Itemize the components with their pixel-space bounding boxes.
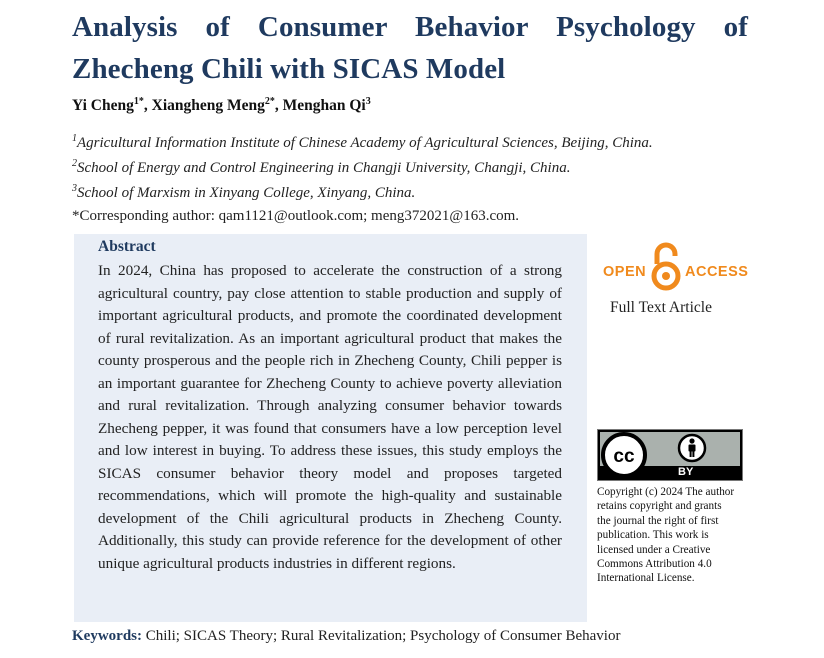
affiliation-sup: 3 (72, 183, 77, 194)
author-sup: 1* (133, 96, 144, 107)
author-name: Xiangheng Meng (151, 97, 265, 115)
creative-commons-icon (600, 431, 648, 479)
cc-icon-text: cc (613, 446, 635, 467)
affiliation-sup: 1 (72, 133, 77, 144)
by-label: BY (678, 466, 694, 478)
abstract-box (74, 234, 587, 622)
open-access-left-text: OPEN (603, 264, 647, 280)
affiliation-sup: 2 (72, 158, 77, 169)
affiliation-3 (72, 183, 415, 202)
attribution-person-icon (677, 433, 707, 463)
open-access-right-text: ACCESS (685, 264, 749, 280)
keywords-label: Keywords: (72, 628, 142, 644)
affiliation-1 (72, 133, 653, 152)
keywords-text: Chili; SICAS Theory; Rural Revitalization; Psychology of Consumer Behavior (142, 628, 621, 644)
full-text-label: Full Text Article (610, 299, 712, 316)
abstract-body: In 2024, China has proposed to accelerate the construction of a strong agricultural country, pay close attention to stable production and supply of important agricultural products, and promote the coordinated development of rural revitalization. As an important agricultural product that makes the county prosperous and the people rich in Zhecheng County, Chili pepper is an important guarantee for Zhecheng County to achieve poverty alleviation and rural revitalization. Through analyzing consumer behavior towards Zhecheng pepper, it was found that consumers have a low perception level and low interest in buying. To address these issues, this study employs the SICAS consumer behavior theory model and proposes targeted recommendations, which will promote the high-quality and sustainable development of the Chili agricultural products in Zhecheng County. Additionally, this study can provide reference for the development of other unique agricultural products industries in different regions. (98, 262, 562, 572)
author-separator: , (143, 97, 152, 115)
keywords-line (72, 628, 620, 645)
open-access-logo (603, 242, 773, 292)
author-name: Menghan Qi (282, 97, 366, 115)
author-name: Yi Cheng (72, 97, 134, 115)
affiliation-text: Agricultural Information Institute of Chinese Academy of Agricultural Sciences, Beijing, China. (77, 135, 653, 151)
title-line-2: Zhecheng Chili with SICAS Model (72, 53, 506, 85)
author-sup: 2* (264, 96, 275, 107)
abstract-heading: Abstract (98, 238, 156, 255)
author-list (72, 96, 371, 115)
affiliation-2 (72, 158, 570, 177)
cc-by-license-badge[interactable] (597, 429, 743, 481)
open-lock-icon (649, 242, 683, 292)
affiliation-text: School of Energy and Control Engineering in Changji University, Changji, China. (77, 160, 571, 176)
title-line-1: Analysis of Consumer Behavior Psychology of (72, 11, 748, 43)
license-text: Copyright (c) 2024 The author retains copyright and grants the journal the right of first publication. This work is licensed under a Creative Commons Attribution 4.0 International License. (597, 486, 735, 585)
author-sup: 3 (365, 96, 371, 107)
affiliation-text: School of Marxism in Xinyang College, Xinyang, China. (77, 185, 416, 201)
corresponding-author: *Corresponding author: qam1121@outlook.com; meng372021@163.com. (72, 208, 520, 224)
author-separator: , (274, 97, 283, 115)
paper-title (72, 6, 748, 90)
